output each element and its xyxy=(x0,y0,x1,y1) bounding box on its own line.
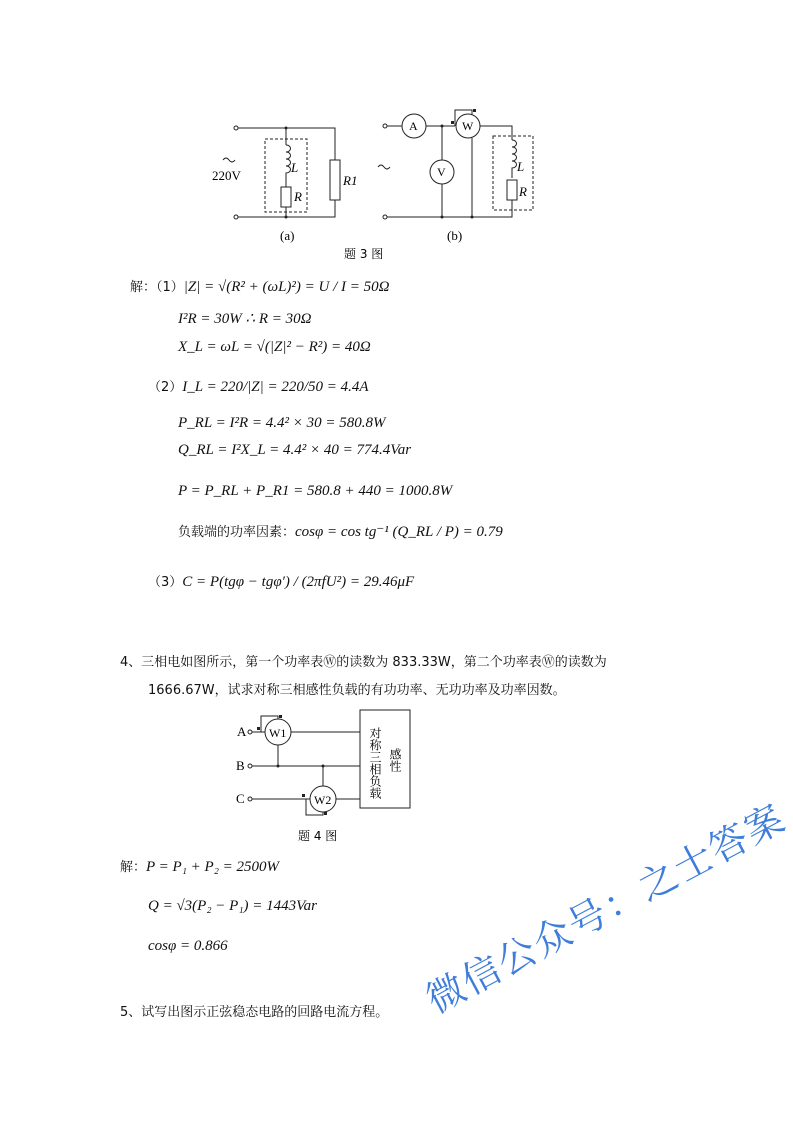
figure-4-circuit xyxy=(0,700,430,850)
power-factor-label: 负载端的功率因素： xyxy=(178,525,296,540)
voltage-label: 220V xyxy=(212,168,241,183)
question-4-line-2: 1666.67W，试求对称三相感性负载的有功功率、无功功率及功率因数。 xyxy=(148,683,566,698)
solution-4-label: 解： xyxy=(120,860,147,875)
eq-power-factor: cosφ = cos tg⁻¹ (Q_RL / P) = 0.79 xyxy=(295,524,503,540)
phase-a-label: A xyxy=(237,724,247,739)
r1-label: R1 xyxy=(343,173,358,188)
label-b: (b) xyxy=(447,228,463,243)
eq-active-power-rl: P_RL = I²R = 4.4² × 30 = 580.8W xyxy=(178,415,386,431)
ammeter-label: A xyxy=(409,119,418,133)
part-2-label: （2） xyxy=(148,380,183,395)
eq-total-active-power: P = P₁ + P₂ = 2500W xyxy=(146,859,280,875)
voltmeter-label: V xyxy=(437,165,446,179)
phase-b-label: B xyxy=(236,758,245,773)
eq-reactive-power-rl: Q_RL = I²X_L = 4.4² × 40 = 774.4Var xyxy=(178,442,412,458)
question-4-line-1: 4、三相电如图所示，第一个功率表Ⓦ的读数为 833.33W，第二个功率表Ⓦ的读数为 xyxy=(120,655,607,670)
watermark: 微信公众号：之士答案 xyxy=(419,795,793,1023)
eq-resistance: I²R = 30W ∴ R = 30Ω xyxy=(178,311,312,327)
wattmeter-2-label: W2 xyxy=(314,793,332,807)
inductor-b-label: L xyxy=(517,159,525,174)
eq-power-factor-4: cosφ = 0.866 xyxy=(148,938,228,954)
label-a: (a) xyxy=(280,228,295,243)
eq-current: I_L = 220/|Z| = 220/50 = 4.4A xyxy=(182,379,369,395)
load-label-1: 对称三相负载 xyxy=(368,727,382,799)
question-5: 5、试写出图示正弦稳态电路的回路电流方程。 xyxy=(120,1005,389,1020)
wattmeter-label: W xyxy=(462,119,474,133)
eq-reactive-power: Q = √3(P₂ − P₁) = 1443Var xyxy=(148,898,318,914)
eq-impedance: |Z| = √(R² + (ωL)²) = U / I = 50Ω xyxy=(183,279,390,295)
figure-3-circuit xyxy=(0,0,793,270)
figure-4-caption: 题 4 图 xyxy=(298,829,338,843)
eq-total-power: P = P_RL + P_R1 = 580.8 + 440 = 1000.8W xyxy=(178,483,453,499)
eq-capacitance: C = P(tgφ − tgφ′) / (2πfU²) = 29.46μF xyxy=(182,574,415,590)
part-3-label: （3） xyxy=(148,575,183,590)
phase-c-label: C xyxy=(236,791,245,806)
resistor-b-label: R xyxy=(519,184,527,199)
load-label-2: 感性 xyxy=(388,748,402,772)
resistor-label: R xyxy=(294,189,302,204)
figure-3-caption: 题 3 图 xyxy=(344,247,384,261)
solution-label: 解：（1） xyxy=(130,280,184,295)
inductor-label: L xyxy=(291,160,299,175)
wattmeter-1-label: W1 xyxy=(269,726,287,740)
eq-reactance: X_L = ωL = √(|Z|² − R²) = 40Ω xyxy=(178,339,371,355)
